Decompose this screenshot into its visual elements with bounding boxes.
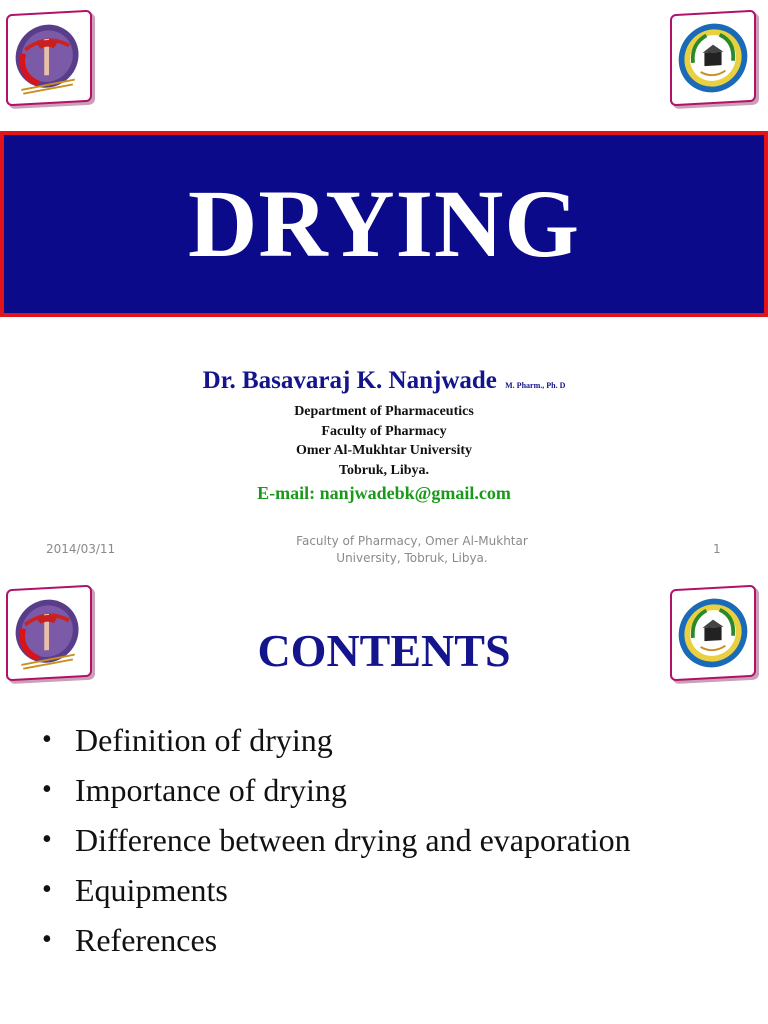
title-banner xyxy=(0,131,768,317)
author-block xyxy=(0,365,768,506)
bullet-icon: • xyxy=(42,824,52,855)
slide-footer xyxy=(0,532,768,568)
slide-2 xyxy=(0,575,768,1024)
department: Department of Pharmaceutics xyxy=(294,404,474,419)
footer-center-line-2: University, Tobruk, Libya. xyxy=(336,551,488,565)
pharmacy-emblem-icon xyxy=(6,10,92,107)
list-item: • References xyxy=(42,915,631,965)
author-name: Dr. Basavaraj K. Nanjwade xyxy=(202,367,497,394)
list-item: • Equipments xyxy=(42,865,631,915)
bullet-icon: • xyxy=(42,924,52,955)
footer-center-line-1: Faculty of Pharmacy, Omer Al-Mukhtar xyxy=(296,534,528,548)
list-item: • Difference between drying and evaporation xyxy=(42,815,631,865)
bullet-icon: • xyxy=(42,874,52,905)
email[interactable]: E-mail: nanjwadebk@gmail.com xyxy=(257,483,511,503)
author-credentials: M. Pharm., Ph. D xyxy=(505,381,566,390)
list-item: • Importance of drying xyxy=(42,765,631,815)
slide-title: DRYING xyxy=(188,170,580,277)
university: Omer Al-Mukhtar University xyxy=(295,443,473,458)
location: Tobruk, Libya. xyxy=(338,462,430,478)
faculty: Faculty of Pharmacy xyxy=(321,423,447,439)
footer-center xyxy=(262,533,562,567)
list-item: • Definition of drying xyxy=(42,715,631,765)
contents-title: CONTENTS xyxy=(257,625,511,676)
page-number: 1 xyxy=(713,542,721,556)
footer-date: 2014/03/11 xyxy=(46,542,116,556)
contents-list xyxy=(42,715,631,965)
bullet-icon: • xyxy=(42,724,52,755)
bullet-icon: • xyxy=(42,774,52,805)
author-line xyxy=(0,365,768,402)
university-seal-icon xyxy=(670,10,756,107)
